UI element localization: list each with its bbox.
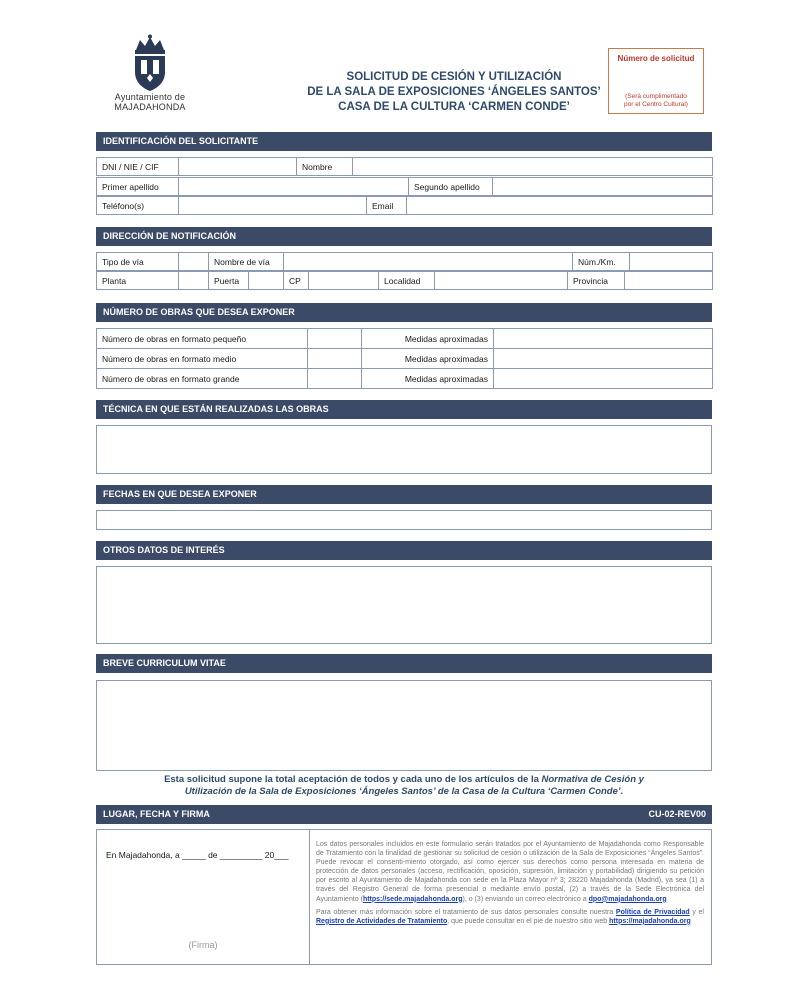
street-type-field[interactable] bbox=[179, 253, 209, 271]
signature-title: LUGAR, FECHA Y FIRMA bbox=[103, 809, 210, 819]
applicant-table-row3 bbox=[96, 196, 713, 215]
privacy-policy-link[interactable]: Política de Privacidad bbox=[615, 908, 690, 916]
section-applicant-title: IDENTIFICACIÓN DEL SOLICITANTE bbox=[96, 132, 712, 151]
title-line-2: DE LA SALA DE EXPOSICIONES ‘ÁNGELES SANTOS’ bbox=[307, 86, 601, 98]
request-number-note-1: (Será cumplimentado bbox=[625, 93, 687, 100]
acceptance-text bbox=[96, 774, 712, 798]
city-field[interactable] bbox=[435, 272, 568, 290]
org-name-line1: Ayuntamiento de bbox=[114, 92, 186, 102]
dni-field[interactable] bbox=[179, 158, 297, 176]
works-table bbox=[96, 328, 713, 389]
measures-small-label: Medidas aproximadas bbox=[362, 329, 494, 349]
street-name-label: Nombre de vía bbox=[209, 253, 284, 271]
title-line-1: SOLICITUD DE CESIÓN Y UTILIZACIÓN bbox=[346, 71, 562, 83]
section-signature-title bbox=[96, 805, 712, 824]
surname2-field[interactable] bbox=[493, 178, 713, 196]
logo bbox=[112, 34, 188, 120]
measures-small-field[interactable] bbox=[494, 329, 713, 349]
email-field[interactable] bbox=[407, 197, 713, 215]
dpo-email-link[interactable]: dpo@majadahonda.org bbox=[588, 895, 667, 903]
form-title bbox=[240, 70, 668, 115]
title-line-3: CASA DE LA CULTURA ‘CARMEN CONDE’ bbox=[338, 101, 570, 113]
number-field[interactable] bbox=[630, 253, 713, 271]
dates-field[interactable] bbox=[96, 510, 712, 530]
works-medium-field[interactable] bbox=[308, 349, 362, 369]
privacy-p2-end: , que puede consultar en el pie de nuestro sitio web bbox=[447, 917, 610, 925]
surname1-field[interactable] bbox=[179, 178, 409, 196]
door-field[interactable] bbox=[249, 272, 284, 290]
city-label: Localidad bbox=[379, 272, 435, 290]
measures-medium-label: Medidas aproximadas bbox=[362, 349, 494, 369]
privacy-p2-and: y el bbox=[689, 908, 704, 916]
org-name-line2: MAJADAHONDA bbox=[114, 102, 186, 112]
section-technique-title: TÉCNICA EN QUE ESTÁN REALIZADAS LAS OBRAS bbox=[96, 400, 712, 419]
registry-link[interactable]: Registro de Actividades de Tratamiento bbox=[316, 917, 448, 925]
website-link[interactable]: https://majadahonda.org bbox=[609, 917, 691, 925]
privacy-notice bbox=[316, 840, 704, 930]
form-code: CU-02-REV00 bbox=[648, 809, 706, 819]
name-field[interactable] bbox=[353, 158, 713, 176]
works-small-field[interactable] bbox=[308, 329, 362, 349]
email-label: Email bbox=[367, 197, 407, 215]
signature-label: (Firma) bbox=[188, 940, 218, 950]
sede-link[interactable]: https://sede.majadahonda.org bbox=[362, 895, 463, 903]
place-date-line: En Majadahonda, a _____ de _________ 20___ bbox=[106, 850, 289, 860]
works-medium-label: Número de obras en formato medio bbox=[97, 349, 308, 369]
zip-field[interactable] bbox=[309, 272, 379, 290]
acceptance-line1: Esta solicitud supone la total aceptación de todos y cada uno de los artículos de la bbox=[164, 774, 542, 785]
floor-label: Planta bbox=[97, 272, 179, 290]
request-number-note-2: por el Centro Cultural) bbox=[624, 101, 688, 108]
measures-medium-field[interactable] bbox=[494, 349, 713, 369]
phone-field[interactable] bbox=[179, 197, 367, 215]
request-number-label: Número de solicitud bbox=[617, 54, 695, 63]
surname1-label: Primer apellido bbox=[97, 178, 179, 196]
floor-field[interactable] bbox=[179, 272, 209, 290]
dni-label: DNI / NIE / CIF bbox=[97, 158, 179, 176]
applicant-table bbox=[96, 157, 713, 176]
surname2-label: Segundo apellido bbox=[409, 178, 493, 196]
section-works-title: NÚMERO DE OBRAS QUE DESEA EXPONER bbox=[96, 303, 712, 322]
privacy-p1: Los datos personales incluidos en este formulario serán tratados por el Ayuntamiento de Majadahonda como Responsable de Tratamiento con la finalidad de gestionar su solicitud de cesión o utilización de la Sala de Exposiciones “Ángeles Santos”. Puede revocar el consenti-miento otorgado, así como ejercer sus derechos como persona interesada en materia de protección de datos personales (acceso, rectificación, oposición, supresión, limitación y portabilidad) dirigiendo su petición por escrito al Ayuntamiento de Majadahonda con sede en la Plaza Mayor nº 3; 28220 Majadahonda (Madrid), ya sea (1) a través del Registro General de forma presencial o mediante envío postal, (2) a través de la Sede Electrónica del Ayuntamiento ( bbox=[316, 841, 704, 903]
number-label: Núm./Km. bbox=[573, 253, 630, 271]
section-cv-title: BREVE CURRICULUM VITAE bbox=[96, 654, 712, 673]
address-table-row2 bbox=[96, 271, 713, 290]
signature-area bbox=[96, 829, 712, 965]
province-field[interactable] bbox=[625, 272, 713, 290]
applicant-table-row2 bbox=[96, 177, 713, 196]
street-name-field[interactable] bbox=[284, 253, 573, 271]
province-label: Provincia bbox=[568, 272, 625, 290]
section-dates-title: FECHAS EN QUE DESEA EXPONER bbox=[96, 485, 712, 504]
signature-box[interactable] bbox=[97, 830, 310, 964]
acceptance-line2-italic: Utilización de la Sala de Exposiciones ‘Ángeles Santos’ de la Casa de la Cultura ‘Carmen Conde’ bbox=[184, 786, 621, 797]
zip-label: CP bbox=[284, 272, 309, 290]
works-small-label: Número de obras en formato pequeño bbox=[97, 329, 308, 349]
works-large-label: Número de obras en formato grande bbox=[97, 369, 308, 389]
privacy-p2: Para obtener más información sobre el tratamiento de sus datos personales consulte nuestra bbox=[316, 908, 616, 916]
address-table-row1 bbox=[96, 252, 713, 271]
acceptance-line2-end: . bbox=[620, 786, 624, 797]
works-large-field[interactable] bbox=[308, 369, 362, 389]
other-field[interactable] bbox=[96, 566, 712, 644]
section-address-title: DIRECCIÓN DE NOTIFICACIÓN bbox=[96, 227, 712, 246]
measures-large-field[interactable] bbox=[494, 369, 713, 389]
phone-label: Teléfono(s) bbox=[97, 197, 179, 215]
technique-field[interactable] bbox=[96, 425, 712, 474]
privacy-p1-mid: ), o (3) enviando un correo electrónico a bbox=[462, 895, 589, 903]
request-number-box bbox=[608, 48, 704, 114]
street-type-label: Tipo de vía bbox=[97, 253, 179, 271]
measures-large-label: Medidas aproximadas bbox=[362, 369, 494, 389]
door-label: Puerta bbox=[209, 272, 249, 290]
crown-shield-icon bbox=[130, 34, 170, 92]
name-label: Nombre bbox=[297, 158, 353, 176]
cv-field[interactable] bbox=[96, 680, 712, 771]
section-other-title: OTROS DATOS DE INTERÉS bbox=[96, 541, 712, 560]
acceptance-line1-italic: Normativa de Cesión y bbox=[541, 774, 644, 785]
